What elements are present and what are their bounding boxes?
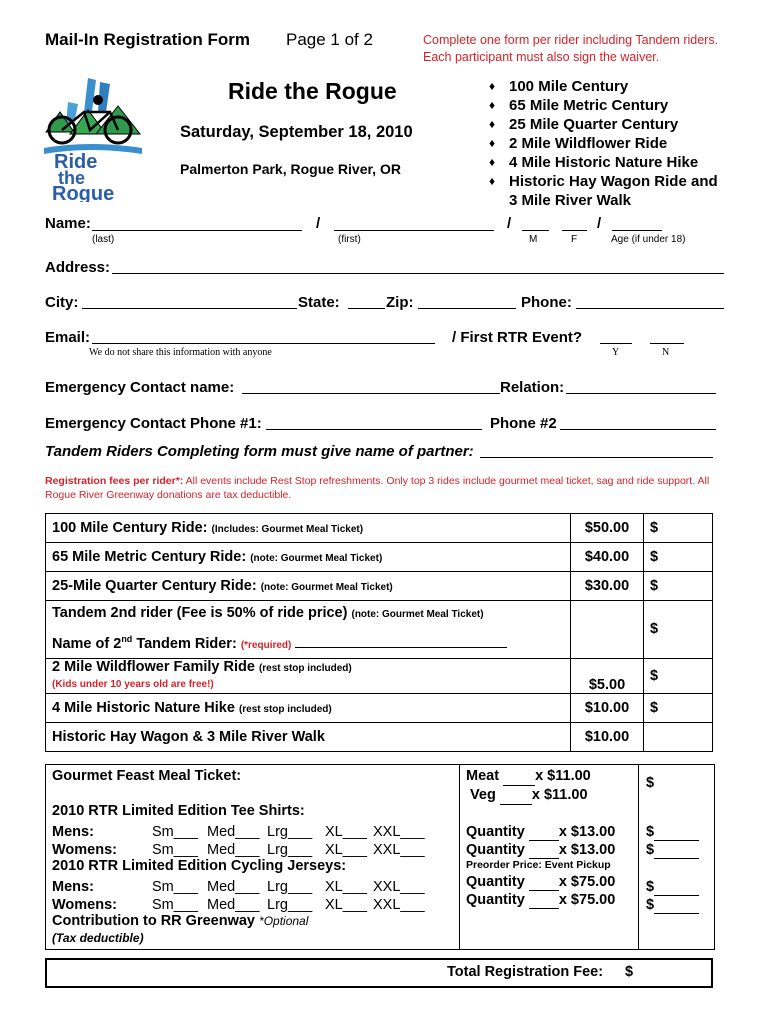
header-note-line1: Complete one form per rider including Tandem riders. [423, 33, 719, 47]
zip-label: Zip: [386, 294, 414, 311]
last-caption: (last) [92, 234, 115, 245]
diamond-bullet-icon: ♦ [489, 98, 496, 112]
tandem-amount-field[interactable]: $ [644, 601, 713, 659]
table-row [46, 514, 713, 543]
age-caption: Age (if under 18) [611, 234, 686, 245]
merchandise-section [45, 764, 715, 950]
event-date: Saturday, September 18, 2010 [180, 123, 413, 141]
tandem-cell: Tandem 2nd rider (Fee is 50% of ride price) (note: Gourmet Meal Ticket) Name of 2nd Tandem Rider: (*required) [46, 601, 571, 659]
wagon-amount-field[interactable] [644, 722, 713, 751]
city-field[interactable] [82, 292, 297, 309]
wildflower-amount-field[interactable]: $ [644, 658, 713, 693]
table-row [46, 572, 713, 601]
diamond-bullet-icon: ♦ [489, 136, 496, 150]
phone2-field[interactable] [560, 413, 716, 430]
wildflower-cell: 2 Mile Wildflower Family Ride (rest stop included) (Kids under 10 years old are free!) [46, 658, 571, 693]
hike-price: $10.00 [571, 693, 644, 722]
age-field[interactable] [612, 213, 662, 231]
tandem-rider-name-field[interactable] [295, 635, 507, 648]
diamond-bullet-icon: ♦ [489, 117, 496, 131]
meat-quantity-field[interactable] [503, 771, 535, 786]
state-label: State: [298, 294, 340, 311]
event-title: Ride the Rogue [228, 78, 397, 104]
tandem-partner-label: Tandem Riders Completing form must give name of partner: [45, 443, 474, 460]
tee-shirt-sizes: Mens: Sm___ Med___ Lrg___ XL___ XXL___ Womens: Sm___ Med___ Lrg___ XL___ XXL___ [52, 824, 425, 858]
fee-label-cell: 65 Mile Metric Century Ride: (note: Gourmet Meal Ticket) [46, 543, 571, 572]
veg-quantity-field[interactable] [500, 790, 532, 805]
phone2-label: Phone #2 [490, 415, 557, 432]
table-row [46, 543, 713, 572]
emergency-name-label: Emergency Contact name: [45, 379, 235, 396]
contribution-label: Contribution to RR Greenway *Optional [52, 913, 309, 929]
form-title: Mail-In Registration Form [45, 30, 250, 49]
wagon-cell: Historic Hay Wagon & 3 Mile River Walk [46, 722, 571, 751]
yes-caption: Y [612, 347, 620, 358]
page-number: Page 1 of 2 [286, 30, 373, 49]
meal-amount-field[interactable]: $ [646, 775, 655, 791]
event-list [487, 77, 718, 210]
email-field[interactable] [92, 327, 435, 344]
emergency-phone-field[interactable] [266, 413, 482, 430]
event-location: Palmerton Park, Rogue River, OR [180, 161, 401, 177]
table-row [46, 722, 713, 751]
address-field[interactable] [112, 257, 724, 274]
event-item: ♦ 65 Mile Metric Century [489, 97, 669, 114]
tax-deductible-note: (Tax deductible) [52, 931, 144, 945]
email-privacy-note: We do not share this information with anyone [89, 347, 272, 358]
no-caption: N [662, 347, 670, 358]
ride-the-rogue-logo [40, 72, 145, 202]
wagon-price: $10.00 [571, 722, 644, 751]
first-caption: (first) [338, 234, 361, 245]
logo-text-rogue: Rogue [52, 183, 115, 202]
jersey-sizes: Mens: Sm___ Med___ Lrg___ XL___ XXL___ Womens: Sm___ Med___ Lrg___ XL___ XXL___ [52, 879, 425, 913]
fee-price: $50.00 [571, 514, 644, 543]
slash: / [316, 215, 321, 232]
shirt-amounts: $ $ [646, 823, 699, 859]
registration-fees-note: Registration fees per rider*: All events include Rest Stop refreshments. Only top 3 rides include gourmet meal ticket, sag and ride support. All Rogue River Greenway donations are tax deductible. [45, 475, 710, 501]
preorder-note: Preorder Price: Event Pickup [466, 859, 611, 871]
mens-jersey-amount-field[interactable] [654, 881, 699, 896]
first-rtr-yes-field[interactable] [600, 327, 632, 344]
mens-jersey-quantity-field[interactable] [529, 876, 559, 891]
total-amount-field[interactable]: $ [625, 964, 634, 980]
fee-label-cell: 100 Mile Century Ride: (Includes: Gourmet Meal Ticket) [46, 514, 571, 543]
slash: / [597, 215, 602, 232]
last-name-field[interactable] [92, 213, 302, 231]
fee-price: $40.00 [571, 543, 644, 572]
fee-amount-field[interactable]: $ [644, 543, 713, 572]
jerseys-title: 2010 RTR Limited Edition Cycling Jerseys: [52, 858, 347, 874]
event-item: ♦ 2 Mile Wildflower Ride [489, 135, 668, 152]
hike-cell: 4 Mile Historic Nature Hike (rest stop included) [46, 693, 571, 722]
f-caption: F [571, 234, 578, 245]
header-note [423, 32, 718, 66]
logo-text-ride: Ride [54, 151, 98, 173]
event-item: ♦ 4 Mile Historic Nature Hike [489, 154, 699, 171]
gender-f-field[interactable] [562, 213, 587, 231]
hike-amount-field[interactable]: $ [644, 693, 713, 722]
jersey-amounts: $ $ [646, 878, 699, 914]
diamond-bullet-icon: ♦ [489, 174, 496, 188]
first-rtr-no-field[interactable] [650, 327, 684, 344]
table-row [46, 693, 713, 722]
event-item-continued: 3 Mile River Walk [509, 192, 631, 209]
emergency-phone-label: Emergency Contact Phone #1: [45, 415, 262, 432]
table-row [46, 601, 713, 659]
total-box [45, 958, 713, 988]
gender-m-field[interactable] [522, 213, 549, 231]
total-label: Total Registration Fee: [447, 964, 604, 980]
header-note-line2: Each participant must also sign the waiver. [423, 50, 660, 64]
event-item: ♦ Historic Hay Wagon Ride and [489, 173, 718, 190]
tee-shirts-title: 2010 RTR Limited Edition Tee Shirts: [52, 803, 305, 819]
slash: / [507, 215, 512, 232]
city-label: City: [45, 294, 79, 311]
fee-price: $30.00 [571, 572, 644, 601]
relation-field[interactable] [566, 377, 716, 394]
zip-field[interactable] [418, 292, 516, 309]
event-item: ♦ 100 Mile Century [489, 78, 629, 95]
fee-amount-field[interactable]: $ [644, 572, 713, 601]
mens-shirt-quantity-field[interactable] [529, 826, 559, 841]
phone-label: Phone: [521, 294, 572, 311]
m-caption: M [529, 234, 538, 245]
diamond-bullet-icon: ♦ [489, 79, 496, 93]
table-row [46, 658, 713, 693]
wildflower-price: $5.00 [571, 658, 644, 693]
womens-jersey-amount-field[interactable] [654, 899, 699, 914]
meal-label: Gourmet Feast Meal Ticket: [52, 768, 242, 784]
womens-shirt-amount-field[interactable] [654, 844, 699, 859]
womens-jersey-quantity-field[interactable] [529, 894, 559, 909]
fees-table [45, 513, 713, 752]
name-label: Name: [45, 215, 91, 232]
mens-shirt-amount-field[interactable] [654, 826, 699, 841]
diamond-bullet-icon: ♦ [489, 155, 496, 169]
email-label: Email: [45, 329, 91, 346]
first-rtr-label: / First RTR Event? [452, 329, 583, 346]
jersey-order: Quantity x $75.00 Quantity x $75.00 [466, 874, 616, 908]
first-name-field[interactable] [334, 213, 494, 231]
fee-label-cell: 25-Mile Quarter Century Ride: (note: Gourmet Meal Ticket) [46, 572, 571, 601]
logo-text-the: the [58, 168, 85, 188]
state-field[interactable] [348, 292, 385, 309]
womens-shirt-quantity-field[interactable] [529, 844, 559, 859]
tandem-partner-field[interactable] [480, 441, 713, 458]
meal-order: Meat x $11.00 Veg x $11.00 [466, 768, 591, 803]
emergency-name-field[interactable] [242, 377, 500, 394]
address-label: Address: [45, 259, 111, 276]
event-item: ♦ 25 Mile Quarter Century [489, 116, 679, 133]
tandem-price [571, 601, 644, 659]
relation-label: Relation: [500, 379, 565, 396]
phone-field[interactable] [576, 292, 724, 309]
fee-amount-field[interactable]: $ [644, 514, 713, 543]
tee-shirt-order: Quantity x $13.00 Quantity x $13.00 [466, 824, 616, 858]
